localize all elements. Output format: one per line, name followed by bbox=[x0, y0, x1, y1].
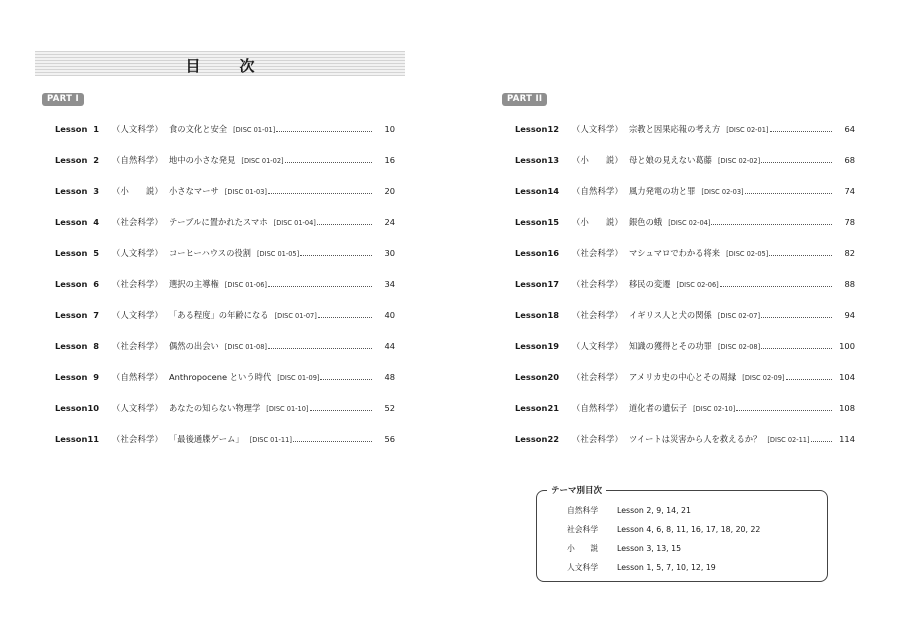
lesson-page-number: 20 bbox=[384, 186, 395, 196]
lesson-label: Lesson bbox=[55, 341, 88, 351]
lesson-page-number: 52 bbox=[384, 403, 395, 413]
disc-track: [DISC 01-07] bbox=[274, 312, 317, 320]
page-title: 目 次 bbox=[185, 57, 267, 75]
disc-track: [DISC 01-10] bbox=[266, 405, 309, 413]
lesson-row[interactable] bbox=[515, 402, 855, 433]
lesson-category: （人文科学） bbox=[572, 341, 623, 351]
disc-track: [DISC 02-11] bbox=[767, 436, 810, 444]
lesson-title-line bbox=[629, 309, 835, 322]
part-1-lesson-list bbox=[55, 123, 395, 464]
lesson-category: （社会科学） bbox=[572, 248, 623, 258]
theme-lessons: Lesson 4, 6, 8, 11, 16, 17, 18, 20, 22 bbox=[617, 525, 761, 534]
lesson-row[interactable] bbox=[515, 433, 855, 464]
lesson-title-line bbox=[629, 123, 835, 136]
lesson-page-number: 114 bbox=[839, 434, 855, 444]
lesson-category: （社会科学） bbox=[572, 372, 623, 382]
lesson-label: Lesson bbox=[515, 279, 548, 289]
lesson-label: Lesson bbox=[55, 155, 88, 165]
leader-dots bbox=[320, 371, 372, 380]
lesson-row[interactable] bbox=[55, 154, 395, 185]
lesson-label: Lesson bbox=[515, 217, 548, 227]
lesson-label: Lesson bbox=[55, 310, 88, 320]
lesson-row[interactable] bbox=[55, 371, 395, 402]
lesson-title: 地中の小さな発見 bbox=[169, 155, 236, 165]
lesson-category: （自然科学） bbox=[112, 155, 163, 165]
lesson-number: 22 bbox=[547, 434, 559, 444]
lesson-label: Lesson bbox=[55, 186, 88, 196]
lesson-title-line bbox=[169, 340, 375, 353]
lesson-title: Anthropocene という時代 bbox=[169, 372, 272, 382]
lesson-row[interactable] bbox=[55, 185, 395, 216]
disc-track: [DISC 02-07] bbox=[717, 312, 761, 320]
lesson-page-number: 108 bbox=[839, 403, 855, 413]
lesson-category: （社会科学） bbox=[112, 341, 163, 351]
lesson-title: 銀色の蛾 bbox=[629, 217, 663, 227]
lesson-number: 6 bbox=[93, 279, 99, 289]
leader-dots bbox=[268, 278, 372, 287]
lesson-number: 16 bbox=[547, 248, 559, 258]
leader-dots bbox=[268, 185, 372, 194]
lesson-title: 移民の変遷 bbox=[629, 279, 671, 289]
lesson-page-number: 100 bbox=[839, 341, 855, 351]
disc-track: [DISC 01-09] bbox=[277, 374, 320, 382]
lesson-row[interactable] bbox=[515, 278, 855, 309]
lesson-page-number: 34 bbox=[384, 279, 395, 289]
lesson-number: 5 bbox=[93, 248, 99, 258]
lesson-label: Lesson bbox=[55, 248, 88, 258]
lesson-category: （自然科学） bbox=[112, 372, 163, 382]
leader-dots bbox=[711, 216, 832, 225]
disc-track: [DISC 01-02] bbox=[241, 157, 284, 165]
theme-lessons: Lesson 2, 9, 14, 21 bbox=[617, 506, 691, 515]
disc-track: [DISC 01-08] bbox=[224, 343, 268, 351]
leader-dots bbox=[300, 247, 372, 256]
lesson-label: Lesson bbox=[55, 217, 88, 227]
disc-track: [DISC 02-04] bbox=[668, 219, 711, 227]
lesson-title: マシュマロでわかる将来 bbox=[629, 248, 721, 258]
theme-name: 自然科学 bbox=[567, 506, 599, 515]
lesson-page-number: 30 bbox=[384, 248, 395, 258]
lesson-title: 風力発電の功と罪 bbox=[629, 186, 696, 196]
lesson-title: あなたの知らない物理学 bbox=[169, 403, 261, 413]
lesson-row[interactable] bbox=[515, 185, 855, 216]
lesson-title: 選択の主導権 bbox=[169, 279, 219, 289]
lesson-category: （小 説） bbox=[572, 217, 623, 227]
theme-name: 小 説 bbox=[567, 544, 599, 553]
disc-track: [DISC 02-10] bbox=[693, 405, 736, 413]
lesson-number: 21 bbox=[547, 403, 559, 413]
lesson-label: Lesson bbox=[515, 124, 548, 134]
lesson-title: 小さなマーサ bbox=[169, 186, 219, 196]
lesson-title: コーヒーハウスの役割 bbox=[169, 248, 251, 258]
lesson-category: （社会科学） bbox=[572, 310, 623, 320]
lesson-category: （小 説） bbox=[572, 155, 623, 165]
part-2-badge: PART II bbox=[502, 93, 547, 106]
lesson-label: Lesson bbox=[515, 372, 548, 382]
lesson-page-number: 104 bbox=[839, 372, 855, 382]
lesson-category: （人文科学） bbox=[112, 403, 163, 413]
theme-name: 社会科学 bbox=[567, 525, 599, 534]
lesson-title-line bbox=[169, 402, 375, 415]
lesson-page-number: 82 bbox=[844, 248, 855, 258]
theme-lessons: Lesson 3, 13, 15 bbox=[617, 544, 682, 553]
lesson-page-number: 64 bbox=[844, 124, 855, 134]
lesson-category: （人文科学） bbox=[112, 310, 163, 320]
lesson-number: 14 bbox=[547, 186, 559, 196]
lesson-title-line bbox=[629, 247, 835, 260]
lesson-title-line bbox=[169, 247, 375, 260]
theme-row bbox=[567, 524, 760, 535]
lesson-number: 3 bbox=[93, 186, 99, 196]
lesson-number: 9 bbox=[93, 372, 99, 382]
lesson-title-line bbox=[629, 278, 835, 291]
disc-track: [DISC 01-06] bbox=[224, 281, 268, 289]
lesson-category: （人文科学） bbox=[572, 124, 623, 134]
lesson-label: Lesson bbox=[515, 341, 548, 351]
lesson-label: Lesson bbox=[515, 186, 548, 196]
leader-dots bbox=[770, 123, 833, 132]
lesson-title-line bbox=[169, 185, 375, 198]
lesson-title: 宗教と因果応報の考え方 bbox=[629, 124, 721, 134]
lesson-row[interactable] bbox=[515, 340, 855, 371]
toc-title-banner bbox=[35, 51, 405, 76]
lesson-page-number: 48 bbox=[384, 372, 395, 382]
disc-track: [DISC 01-01] bbox=[233, 126, 276, 134]
leader-dots bbox=[761, 309, 832, 318]
lesson-row[interactable] bbox=[55, 402, 395, 433]
lesson-page-number: 40 bbox=[384, 310, 395, 320]
lesson-page-number: 78 bbox=[844, 217, 855, 227]
lesson-row[interactable] bbox=[515, 216, 855, 247]
lesson-number: 18 bbox=[547, 310, 559, 320]
lesson-title-line bbox=[169, 309, 375, 322]
disc-track: [DISC 02-06] bbox=[676, 281, 719, 289]
lesson-number: 19 bbox=[547, 341, 559, 351]
lesson-label: Lesson bbox=[515, 155, 548, 165]
disc-track: [DISC 02-08] bbox=[717, 343, 761, 351]
lesson-row[interactable] bbox=[55, 309, 395, 340]
lesson-page-number: 56 bbox=[384, 434, 395, 444]
lesson-label: Lesson bbox=[515, 403, 548, 413]
lesson-page-number: 44 bbox=[384, 341, 395, 351]
lesson-number: 1 bbox=[93, 124, 99, 134]
disc-track: [DISC 02-02] bbox=[717, 157, 761, 165]
lesson-category: （社会科学） bbox=[112, 279, 163, 289]
lesson-title-line bbox=[629, 340, 835, 353]
lesson-title-line bbox=[169, 216, 375, 229]
lesson-number: 15 bbox=[547, 217, 559, 227]
disc-track: [DISC 02-09] bbox=[742, 374, 785, 382]
leader-dots bbox=[761, 154, 832, 163]
lesson-number: 11 bbox=[87, 434, 99, 444]
lesson-category: （自然科学） bbox=[572, 403, 623, 413]
lesson-row[interactable] bbox=[55, 123, 395, 154]
theme-row bbox=[567, 505, 691, 516]
lesson-row[interactable] bbox=[515, 371, 855, 402]
lesson-page-number: 74 bbox=[844, 186, 855, 196]
lesson-row[interactable] bbox=[55, 433, 395, 464]
lesson-label: Lesson bbox=[55, 372, 88, 382]
disc-track: [DISC 02-05] bbox=[726, 250, 769, 258]
lesson-page-number: 68 bbox=[844, 155, 855, 165]
lesson-title: テーブルに置かれたスマホ bbox=[169, 217, 268, 227]
lesson-number: 2 bbox=[93, 155, 99, 165]
lesson-number: 7 bbox=[93, 310, 99, 320]
theme-index-box bbox=[536, 486, 828, 582]
lesson-title: 「最後通牒ゲーム」 bbox=[169, 434, 244, 444]
lesson-page-number: 10 bbox=[384, 124, 395, 134]
leader-dots bbox=[317, 216, 372, 225]
disc-track: [DISC 02-03] bbox=[701, 188, 744, 196]
lesson-page-number: 24 bbox=[384, 217, 395, 227]
lesson-number: 20 bbox=[547, 372, 559, 382]
leader-dots bbox=[769, 247, 832, 256]
lesson-row[interactable] bbox=[515, 247, 855, 278]
lesson-title: イギリス人と犬の関係 bbox=[629, 310, 712, 320]
lesson-number: 10 bbox=[87, 403, 99, 413]
lesson-title: ツイートは災害から人を救えるか？ bbox=[629, 434, 762, 444]
lesson-title-line bbox=[169, 154, 375, 167]
lesson-title: アメリカ史の中心とその周縁 bbox=[629, 372, 737, 382]
lesson-category: （人文科学） bbox=[112, 124, 163, 134]
lesson-title-line bbox=[629, 371, 835, 384]
lesson-category: （社会科学） bbox=[572, 434, 623, 444]
lesson-title: 母と娘の見えない葛藤 bbox=[629, 155, 712, 165]
leader-dots bbox=[786, 371, 833, 380]
lesson-title-line bbox=[169, 123, 375, 136]
lesson-title: 偶然の出会い bbox=[169, 341, 219, 351]
disc-track: [DISC 01-04] bbox=[273, 219, 316, 227]
lesson-number: 17 bbox=[547, 279, 559, 289]
part-1-badge: PART I bbox=[42, 93, 84, 106]
theme-index-title: テーマ別目次 bbox=[547, 484, 606, 496]
lesson-number: 13 bbox=[547, 155, 559, 165]
lesson-label: Lesson bbox=[515, 248, 548, 258]
lesson-category: （自然科学） bbox=[572, 186, 623, 196]
lesson-title-line bbox=[169, 371, 375, 384]
lesson-title-line bbox=[629, 216, 835, 229]
disc-track: [DISC 01-11] bbox=[249, 436, 292, 444]
lesson-category: （社会科学） bbox=[572, 279, 623, 289]
lesson-title-line bbox=[629, 154, 835, 167]
leader-dots bbox=[310, 402, 373, 411]
lesson-title-line bbox=[629, 185, 835, 198]
part-2-lesson-list bbox=[515, 123, 855, 464]
lesson-page-number: 16 bbox=[384, 155, 395, 165]
lesson-row[interactable] bbox=[55, 247, 395, 278]
lesson-row[interactable] bbox=[55, 340, 395, 371]
lesson-title-line bbox=[169, 278, 375, 291]
lesson-category: （小 説） bbox=[112, 186, 163, 196]
lesson-label: Lesson bbox=[55, 124, 88, 134]
lesson-title: 道化者の遺伝子 bbox=[629, 403, 688, 413]
lesson-number: 8 bbox=[93, 341, 99, 351]
leader-dots bbox=[720, 278, 832, 287]
theme-row bbox=[567, 562, 716, 573]
lesson-title-line bbox=[169, 433, 375, 446]
lesson-page-number: 88 bbox=[844, 279, 855, 289]
lesson-label: Lesson bbox=[55, 403, 88, 413]
disc-track: [DISC 02-01] bbox=[726, 126, 769, 134]
lesson-title: 食の文化と安全 bbox=[169, 124, 228, 134]
theme-lessons: Lesson 1, 5, 7, 10, 12, 19 bbox=[617, 563, 716, 572]
lesson-title-line bbox=[629, 433, 835, 446]
lesson-row[interactable] bbox=[515, 123, 855, 154]
leader-dots bbox=[285, 154, 372, 163]
lesson-label: Lesson bbox=[515, 310, 548, 320]
leader-dots bbox=[293, 433, 372, 442]
lesson-title-line bbox=[629, 402, 835, 415]
lesson-number: 4 bbox=[93, 217, 99, 227]
lesson-number: 12 bbox=[547, 124, 559, 134]
lesson-row[interactable] bbox=[515, 154, 855, 185]
lesson-row[interactable] bbox=[55, 278, 395, 309]
theme-row bbox=[567, 543, 681, 554]
lesson-label: Lesson bbox=[55, 279, 88, 289]
theme-name: 人文科学 bbox=[567, 563, 599, 572]
lesson-label: Lesson bbox=[55, 434, 88, 444]
lesson-category: （人文科学） bbox=[112, 248, 163, 258]
leader-dots bbox=[276, 123, 372, 132]
lesson-title: 「ある程度」の年齢になる bbox=[169, 310, 269, 320]
disc-track: [DISC 01-05] bbox=[256, 250, 300, 258]
leader-dots bbox=[736, 402, 832, 411]
leader-dots bbox=[318, 309, 372, 318]
lesson-row[interactable] bbox=[55, 216, 395, 247]
lesson-title: 知識の獲得とその功罪 bbox=[629, 341, 712, 351]
lesson-row[interactable] bbox=[515, 309, 855, 340]
leader-dots bbox=[811, 433, 832, 442]
lesson-label: Lesson bbox=[515, 434, 548, 444]
disc-track: [DISC 01-03] bbox=[224, 188, 268, 196]
lesson-page-number: 94 bbox=[844, 310, 855, 320]
lesson-category: （社会科学） bbox=[112, 217, 163, 227]
leader-dots bbox=[745, 185, 832, 194]
leader-dots bbox=[761, 340, 832, 349]
leader-dots bbox=[268, 340, 372, 349]
lesson-category: （社会科学） bbox=[112, 434, 163, 444]
